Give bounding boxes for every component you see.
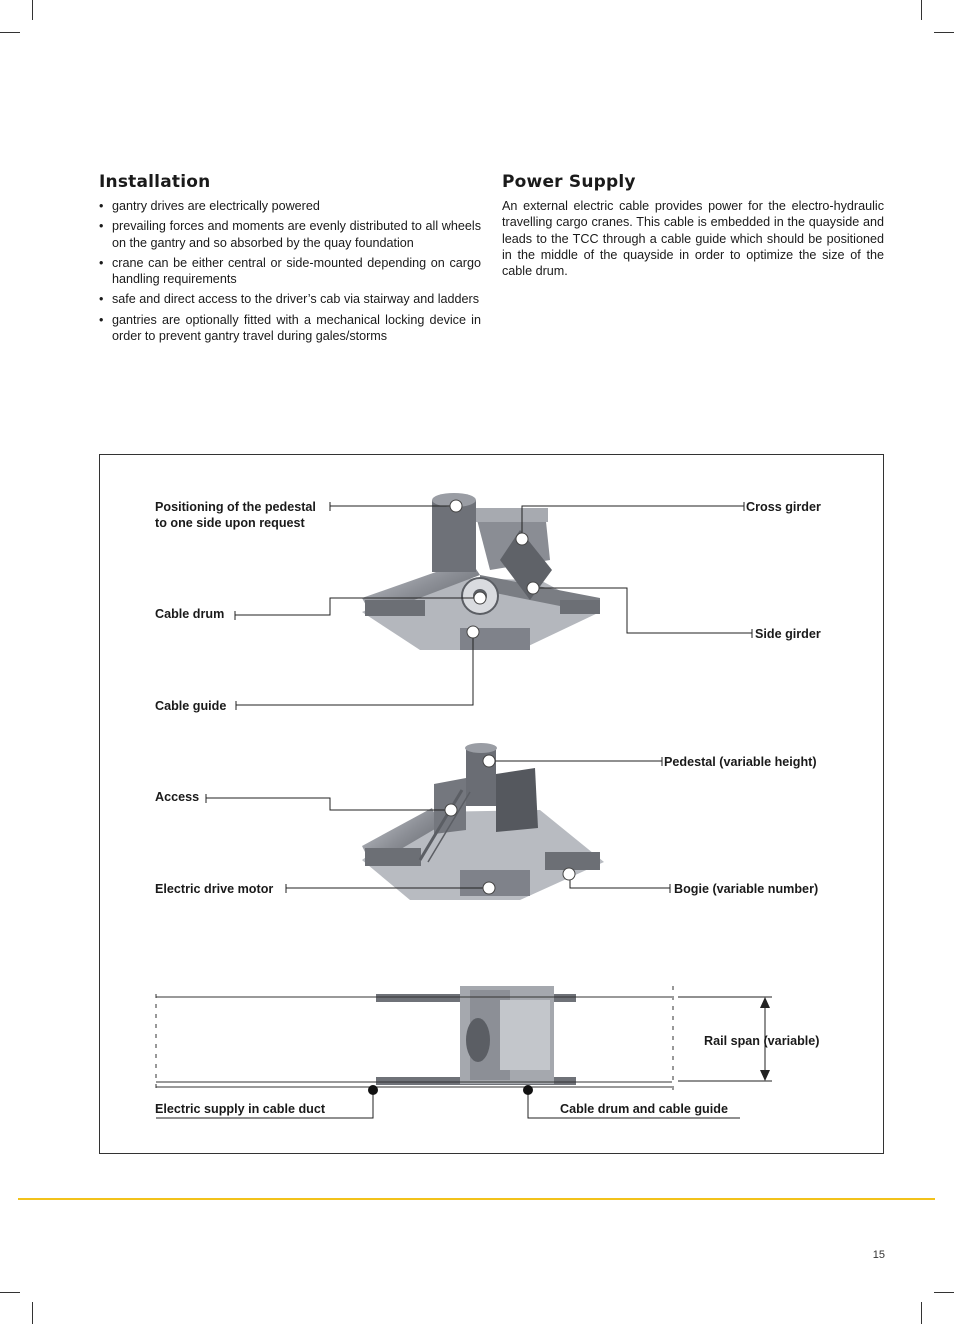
list-item: • gantries are optionally fitted with a mechanical locking device in order to prevent gantry travel during gales/storms xyxy=(99,312,481,345)
list-item: • safe and direct access to the driver’s cab via stairway and ladders xyxy=(99,291,481,307)
page-number: 15 xyxy=(872,1249,885,1261)
label-side-girder: Side girder xyxy=(755,627,821,641)
label-cross-girder: Cross girder xyxy=(746,500,821,514)
label-cable-drum-guide: Cable drum and cable guide xyxy=(560,1102,728,1116)
gantry-illustration-plan xyxy=(376,986,576,1085)
label-electric-drive-motor: Electric drive motor xyxy=(155,882,274,896)
label-access: Access xyxy=(155,790,200,804)
power-supply-heading: Power Supply xyxy=(502,172,636,192)
label-rail-span: Rail span (variable) xyxy=(704,1034,820,1048)
label-bogie: Bogie (variable number) xyxy=(674,882,819,896)
label-pedestal: Pedestal (variable height) xyxy=(664,755,817,769)
power-supply-body: An external electric cable provides power for the electro-hydraulic travelling cargo cranes. This cable is embedded in the quayside and leads to the TCC through a cable guide which should be positioned in the middle of the quayside in order to optimize the size of the cable drum. xyxy=(502,199,884,279)
label-cable-drum: Cable drum xyxy=(155,607,225,621)
label-positioning-line2: to one side upon request xyxy=(155,516,305,530)
label-electric-supply: Electric supply in cable duct xyxy=(155,1102,326,1116)
callout-dot xyxy=(368,1085,378,1095)
footer-rule xyxy=(18,1198,935,1200)
arrow-up-icon xyxy=(760,997,770,1008)
callout-dot xyxy=(523,1085,533,1095)
list-item: • gantry drives are electrically powered xyxy=(99,198,481,214)
list-item: • prevailing forces and moments are evenly distributed to all wheels on the gantry and so absorbed by the quay foundation xyxy=(99,218,481,251)
label-cable-guide: Cable guide xyxy=(155,699,227,713)
arrow-down-icon xyxy=(760,1070,770,1081)
installation-heading: Installation xyxy=(99,172,211,192)
list-item: • crane can be either central or side-mounted depending on cargo handling requirements xyxy=(99,255,481,288)
gantry-illustration-top xyxy=(362,493,600,650)
label-positioning-line1: Positioning of the pedestal xyxy=(155,500,316,514)
label-positioning xyxy=(155,499,316,531)
